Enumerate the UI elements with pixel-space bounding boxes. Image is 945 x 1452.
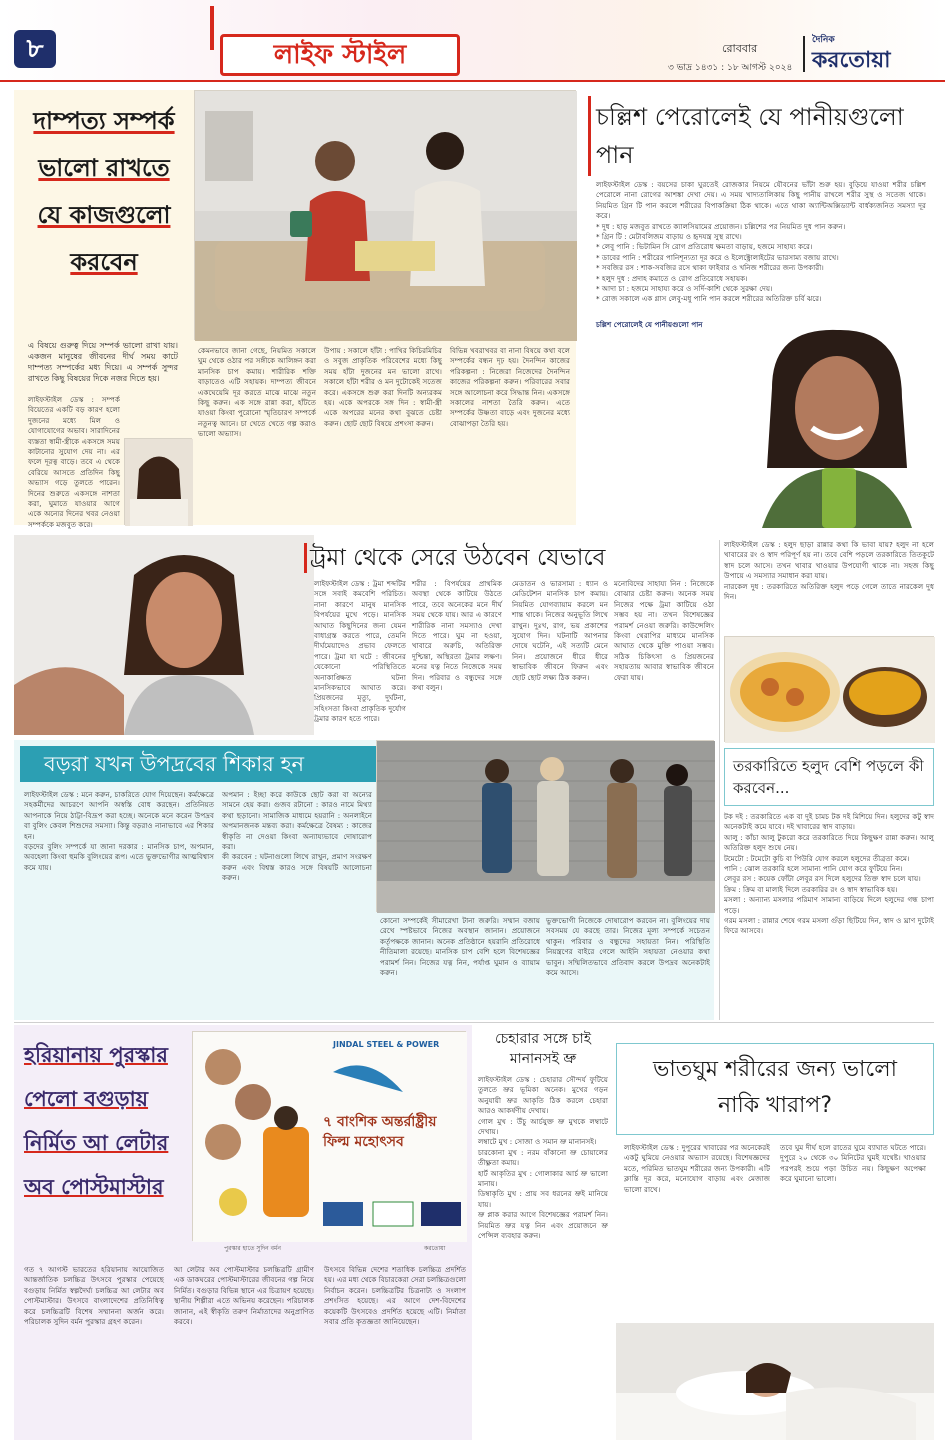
section-title: লাইফ স্টাইল <box>273 40 407 70</box>
masthead-rule <box>0 80 945 82</box>
award-caption-left: পুরস্কার হাতে সুদিন বর্মন <box>224 1245 281 1252</box>
bullying-col2: অপমান : ইচ্ছা করে কাউকে ছোট করা বা অন্যের সামনে হেয় করা। গুজব রটানো : কারও নামে মিথ্যা কথা ছড়ানো। সামাজিক মাধ্যমে হয়রানি : অনলাইনে অপমানজনক মন্তব্য করা। কর্মক্ষেত্রে বৈষম্য : কাজের স্বীকৃতি না দেওয়া কিংবা অন্যায্যভাবে দোষারোপ করা। কী করবেন : ঘটনাগুলো লিখে রাখুন, প্রমাণ সংরক্ষণ করুন এবং বিশ্বস্ত কারও সঙ্গে বিষয়টি আলোচনা করুন। <box>222 790 372 883</box>
award-headline: হরিয়ানায় পুরস্কার পেলো বগুড়ায় নির্মিত আ লেটার অব পোস্টমাস্টার <box>24 1043 169 1199</box>
woman-with-drink-illustration <box>742 318 930 528</box>
marriage-intro: এ বিষয়ে গুরুত্ব দিয়ে সম্পর্ক ভালো রাখা যায়। একজন মানুষের জীবনের দীর্ঘ সময় কাটে দাম্পত্য সম্পর্কের মধ্য দিয়ে। এ সম্পর্ক সুন্দর রাখতে কিছু বিষয়ের দিকে নজর দিতে হয়। <box>28 341 178 383</box>
nap-col2: তবে ঘুম দীর্ঘ হলে রাতের ঘুমে ব্যাঘাত ঘটতে পারে। দুপুরে ২০ থেকে ৩০ মিনিটের ঘুমই যথেষ্ট। খাওয়ার পরপরই শুয়ে পড়া উচিত নয়। কিছুক্ষণ অপেক্ষা করে ঘুমানো ভালো। <box>780 1143 926 1184</box>
article-drinks <box>584 90 934 535</box>
marriage-col3: উপায় : সকালে হাঁটা : পাখির কিচিরমিচির ও সবুজ প্রাকৃতিক পরিবেশের মধ্যে কিছু সময় হাঁটা দুজনের মন ভালো রাখে। সকালে হাঁটা শরীর ও মন দুটোকেই সতেজ করে। একসঙ্গে শুরু করা দিনটি অন্যরকম হয়। একে অপরকে সঙ্গ দিন : স্বামী-স্ত্রী একে অপরের মনের কথা বুঝতে চেষ্টা করুন। ছোট ছোট বিষয়ে প্রশংসা করুন। <box>324 346 442 428</box>
article-eyebrows <box>478 1025 608 1440</box>
marriage-col1: লাইফস্টাইল ডেস্ক : সম্পর্ক বিয়েতের একটি বড় কারণ হলো দুজনের মধ্যে মিল ও যোগাযোগের অভাব। সারাদিনের ব্যস্ততা স্বামী-স্ত্রীকে একসঙ্গে সময় কাটানোর সুযোগ দেয় না। এর ফলে দূরত্ব বাড়ে। তবে এ থেকে বেরিয়ে আসতে প্রতিদিন কিছু অভ্যাস গড়ে তুলতে পারেন। দিনের শুরুতে একসঙ্গে নাশতা করা, ঘুমাতে যাওয়ার আগে একে অন্যের দিনের খবর নেওয়া সম্পর্ককে মজবুত করে। <box>28 395 120 529</box>
trauma-col2: শরীর : বিপর্যয়ের প্রাথমিক অবস্থা থেকে কাটিয়ে উঠতে পারে, তবে অনেকের মনে দীর্ঘ সময় থেকে যায়। আর এ কারণে শারীরিক নানা সমস্যাও দেখা দিতে পারে। ঘুম না হওয়া, খাবারে অরুচি, অতিরিক্ত দুশ্চিন্তা, অস্থিরতা ট্রমার লক্ষণ। মনের যত্ন নিতে নিজেকে সময় দিন। পরিবার ও বন্ধুদের সঙ্গে কথা বলুন। <box>412 579 502 693</box>
turmeric-headline: তরকারিতে হলুদ বেশি পড়লে কী করবেন... <box>733 757 924 797</box>
resting-woman-illustration <box>125 439 193 526</box>
trauma-col4: মনোবিদের সাহায্য নিন : নিজেকে বোঝার চেষ্টা করুন। অনেক সময় নিজের পক্ষে ট্রমা কাটিয়ে ওঠা সম্ভব হয় না। তখন বিশেষজ্ঞের পরামর্শ নেওয়া জরুরি। কাউন্সেলিং কিংবা থেরাপির মাধ্যমে মানসিক আঘাত থেকে মুক্তি পাওয়া সম্ভব। সঠিক চিকিৎসা ও প্রিয়জনের সহায়তায় আবার স্বাভাবিক জীবনে ফেরা যায়। <box>614 579 714 682</box>
sleeping-woman-photo <box>124 438 192 525</box>
banner-title: ৭ বাংশিক অন্তর্রাষ্ট্রীয় ফিল্ম মহোৎসব <box>323 1114 437 1150</box>
award-caption-right: করতোয়া <box>424 1245 446 1252</box>
eyebrows-body: লাইফস্টাইল ডেস্ক : চেহারার সৌন্দর্য ফুটিয়ে তুলতে ভ্রুর ভূমিকা অনেক। মুখের গড়ন অনুযায়ী ভ্রুর আকৃতি ঠিক করলে চেহারা আরও আকর্ষণীয় দেখায়। গোল মুখ : উঁচু আর্চযুক্ত ভ্রু মুখকে লম্বাটে দেখায়। লম্বাটে মুখ : সোজা ও সমান ভ্রু মানানসই। চারকোনা মুখ : নরম বাঁকানো ভ্রু চোয়ালের তীক্ষ্ণতা কমায়। হার্ট আকৃতির মুখ : গোলাকার আর্চ ভ্রু ভালো মানায়। ডিম্বাকৃতি মুখ : প্রায় সব ধরনের ভ্রুই মানিয়ে যায়। ভ্রু প্লাক করার আগে বিশেষজ্ঞের পরামর্শ নিন। নিয়মিত ভ্রুর যত্ন নিন এবং প্রয়োজনে ভ্রু পেন্সিল ব্যবহার করুন। <box>478 1075 608 1241</box>
page-number-badge <box>14 30 56 68</box>
bullying-col3: কোনো সম্পর্কেই সীমারেখা টানা জরুরি। সম্মান বজায় রেখে স্পষ্টভাবে নিজের অবস্থান জানান। প্রয়োজনে কর্তৃপক্ষকে জানান। অনেক প্রতিষ্ঠানে হয়রানি প্রতিরোধে নীতিমালা রয়েছে। মানসিক চাপ বেশি হলে বিশেষজ্ঞের পরামর্শ নিন। নিজের যত্ন নিন, পর্যাপ্ত ঘুমান ও ব্যায়াম করুন। <box>380 916 540 978</box>
pencil-decoration <box>210 6 214 50</box>
trauma-rule <box>304 543 307 573</box>
group-bullying-illustration <box>377 741 715 913</box>
couple-photo <box>194 90 576 340</box>
nap-col1: লাইফস্টাইল ডেস্ক : দুপুরের খাবারের পর অনেকেরই একটু ঘুমিয়ে নেওয়ার অভ্যাস রয়েছে। বিশেষজ্ঞদের মতে, পরিমিত ভাতঘুম শরীরের জন্য উপকারী। এটি ক্লান্তি দূর করে, মনোযোগ বাড়ায় এবং মেজাজ ভালো রাখে। <box>624 1143 770 1194</box>
bullying-col4: ভুক্তভোগী নিজেকে দোষারোপ করবেন না। বুলিংয়ের দায় সবসময় যে করছে তার। নিজের মূল্য সম্পর্কে সচেতন থাকুন। পরিবার ও বন্ধুদের সহায়তা নিন। পরিস্থিতি নিয়ন্ত্রণের বাইরে গেলে আইনি সহায়তা নেওয়ার কথা ভাবুন। সম্মিলিতভাবে প্রতিবাদ করলে উপদ্রব অনেকটাই কমে আসে। <box>546 916 710 978</box>
smiling-woman-photo <box>742 318 930 528</box>
banner-brand: JINDAL STEEL & POWER <box>333 1040 440 1049</box>
article-marriage <box>14 90 576 529</box>
sleeping-photo <box>616 1323 934 1440</box>
marriage-headline: দাম্পত্য সম্পর্ক ভালো রাখতে যে কাজগুলো করবেন <box>33 107 175 276</box>
date-label: ৩ ভাদ্র ১৪৩১ : ১৮ আগস্ট ২০২৪ <box>668 63 793 73</box>
masthead <box>0 0 945 82</box>
sleeping-woman-illustration <box>616 1323 934 1440</box>
drinks-body-narrow <box>596 320 736 525</box>
article-nap <box>616 1025 934 1440</box>
paper-logo <box>812 32 932 76</box>
section-title-box <box>220 34 460 76</box>
trauma-col3: মেডাতন ও ভারসাম্য : ধ্যান ও মেডিটেশন মানসিক চাপ কমায়। নিয়মিত যোগব্যায়াম করলে মন শান্ত থাকে। নিজের অনুভূতি লিখে রাখুন। দুঃখ, রাগ, ভয় প্রকাশের সুযোগ দিন। ঘটনাটি আপনার দোষে ঘটেনি, এই সত্যটি মেনে নিন। প্রয়োজনে ধীরে ধীরে স্বাভাবিক জীবনে ফিরুন এবং ছোট ছোট লক্ষ্য ঠিক করুন। <box>512 579 608 682</box>
drinks-headline: চল্লিশ পেরোলেই যে পানীয়গুলো পান <box>596 103 904 169</box>
divider-vertical-right <box>719 540 720 1020</box>
divider-horizontal-bottom <box>14 1022 934 1023</box>
marriage-col4: বিভিন্ন খবরাখবর বা নানা বিষয়ে কথা বলে সম্পর্কের বন্ধন দৃঢ় হয়। দৈনন্দিন কাজের পরিকল্পনা : নিজেরা নিজেদের দৈনন্দিন কাজের পরিকল্পনা করুন। পরিবারের সবার সঙ্গে আলোচনা করে সিদ্ধান্ত নিন। একসঙ্গে সকালের নাশতা তৈরি করুন। এতে সম্পর্কের উষ্ণতা বাড়ে এবং দুজনের মধ্যে বোঝাপড়া তৈরি হয়। <box>450 346 570 428</box>
award-col1: গত ৭ আগস্ট ভারতের হরিয়ানায় আয়োজিত আন্তর্জাতিক চলচ্চিত্র উৎসবে পুরস্কার পেয়েছে বগুড়ায় নির্মিত স্বল্পদৈর্ঘ্য চলচ্চিত্র আ লেটার অব পোস্টমাস্টার। উৎসবে বাংলাদেশের প্রতিনিধিত্ব করে চলচ্চিত্রটি বিশেষ সম্মাননা অর্জন করে। পরিচালক সুদিন বর্মন পুরস্কার গ্রহণ করেন। <box>24 1265 164 1327</box>
drinks-body: লাইফস্টাইল ডেস্ক : বয়সের চাকা ঘুরতেই রোজকার নিয়মে যৌবনের ভাঁটা শুরু হয়। বুড়িয়ে যাওয়া শরীর চল্লিশ পেরোলে নানা রোগের আশঙ্কা দেখা দেয়। এ সময় খাদ্যতালিকায় কিছু পানীয় রাখলে শরীর সুস্থ ও সতেজ থাকে। নিয়মিত গ্রিন টি পান করলে শরীরের বিপাকক্রিয়া ঠিক থাকে। এতে থাকা অ্যান্টিঅক্সিড্যান্ট বার্ধক্যজনিত সমস্যা দূর করে। * দুধ : হাড় মজবুত রাখতে ক্যালসিয়ামের প্রয়োজন। চল্লিশের পর নিয়মিত দুধ পান করুন। * গ্রিন টি : মেটাবলিজম বাড়ায় ও হৃদযন্ত্র সুস্থ রাখে। * লেবু পানি : ভিটামিন সি রোগ প্রতিরোধ ক্ষমতা বাড়ায়, হজমে সাহায্য করে। * ডাবের পানি : শরীরের পানিশূন্যতা দূর করে ও ইলেক্ট্রোলাইটের ভারসাম্য বজায় রাখে। * সবজির রস : শাক-সবজির রসে থাকা ফাইবার ও খনিজ শরীরের জন্য উপকারী। * হলুদ দুধ : প্রদাহ কমাতে ও রোগ প্রতিরোধে সহায়ক। * আদা চা : হজমে সাহায্য করে ও সর্দি-কাশি থেকে সুরক্ষা দেয়। * রোজ সকালে এক গ্লাস লেবু-মধু পানি পান করলে শরীরের অতিরিক্ত চর্বি ঝরে। <box>596 180 926 304</box>
eyebrows-headline: চেহারার সঙ্গে চাই মানানসই ভ্রু <box>494 1031 592 1067</box>
turmeric-bottom: টক দই : তরকারিতে এক বা দুই চামচ টক দই মিশিয়ে দিন। হলুদের কটু স্বাদ অনেকটাই কমে যাবে। দই খাবারের স্বাদ বাড়ায়। আলু : কাঁচা আলু টুকরো করে তরকারিতে দিয়ে কিছুক্ষণ রান্না করুন। আলু অতিরিক্ত হলুদ শুষে নেয়। টমেটো : টমেটো কুচি বা পিউরি যোগ করলে হলুদের তীব্রতা কমে। পানি : ঝোল তরকারি হলে সামান্য পানি যোগ করে ফুটিয়ে নিন। লেবুর রস : কয়েক ফোঁটা লেবুর রস দিলে হলুদের তিক্ত স্বাদ চলে যায়। ক্রিম : ক্রিম বা মালাই দিলে তরকারির রং ও স্বাদ স্বাভাবিক হয়। মসলা : অন্যান্য মসলার পরিমাণ সামান্য বাড়িয়ে দিলে হলুদের গন্ধ চাপা পড়ে। গরম মসলা : রান্নার শেষে গরম মসলা গুঁড়া ছিটিয়ে দিন, স্বাদ ও ঘ্রাণ দুটোই ফিরে আসবে। <box>724 812 934 936</box>
article-turmeric <box>724 540 934 1020</box>
bullying-photo <box>376 740 714 912</box>
drinks-tip: চল্লিশ পেরোলেই যে পানীয়গুলো পান <box>596 320 703 329</box>
page-number: ৮ <box>26 34 44 64</box>
day-label: রোববার <box>722 42 758 55</box>
bullying-headline-bar <box>20 746 430 782</box>
turmeric-top: লাইফস্টাইল ডেস্ক : হলুদ ছাড়া রান্নার কথা কি ভাবা যায়? হলুদ না হলে খাবারের রং ও স্বাদ পরিপূর্ণ হয় না। তবে বেশি পড়লে তরকারিতে তিতকুটে স্বাদ চলে আসে। তখন খাবার খাওয়ার উপযোগী থাকে না। সহজ কিছু উপায়ে এ সমস্যার সমাধান করা যায়। নারকেল দুধ : তরকারিতে অতিরিক্ত হলুদ পড়ে গেলে তাতে নারকেল দুধ দিন। <box>724 540 934 602</box>
worried-woman-photo <box>14 535 314 735</box>
paper-logo-small: দৈনিক <box>812 35 835 45</box>
drinks-headline-rule <box>588 96 591 176</box>
award-col3: উৎসবে বিভিন্ন দেশের শতাধিক চলচ্চিত্র প্রদর্শিত হয়। এর মধ্য থেকে বিচারকেরা সেরা চলচ্চিত্রগুলো নির্বাচন করেন। চলচ্চিত্রটির চিত্রনাট্য ও সংলাপ প্রশংসিত হয়েছে। এর আগে দেশ-বিদেশের কয়েকটি উৎসবেও প্রদর্শিত হয়েছে এটি। নির্মাতা সবার প্রতি কৃতজ্ঞতা জানিয়েছেন। <box>324 1265 466 1327</box>
award-photo <box>192 1031 466 1241</box>
masthead-divider <box>803 36 805 72</box>
trauma-headline: ট্রমা থেকে সেরে উঠবেন যেভাবে <box>310 545 606 571</box>
couple-illustration <box>195 91 577 341</box>
turmeric-headline-box <box>724 748 934 806</box>
curry-and-turmeric-illustration <box>725 637 935 743</box>
bullying-col1: লাইফস্টাইল ডেস্ক : মনে করুন, চাকরিতে যোগ দিয়েছেন। কর্মক্ষেত্রে সহকর্মীদের আচরণে আপনি অস্বস্তি বোধ করছেন। প্রতিনিয়ত আপনাকে নিয়ে ঠাট্টা-বিদ্রূপ করা হচ্ছে। অনেকে মনে করেন উপদ্রব বা বুলিং কেবল শিশুদের সমস্যা। কিন্তু বড়রাও নানাভাবে এর শিকার হন। বড়দের বুলিং সম্পর্কে যা জানা দরকার : মানসিক চাপ, অপমান, অবহেলা কিংবা হুমকি বুলিংয়ের রূপ। এতে ভুক্তভোগীর আত্মবিশ্বাস কমে যায়। <box>24 790 214 872</box>
article-trauma <box>14 535 714 735</box>
bullying-headline: বড়রা যখন উপদ্রবের শিকার হন <box>44 752 305 776</box>
worried-woman-illustration <box>14 535 314 735</box>
trauma-col1: লাইফস্টাইল ডেস্ক : ট্রমা শব্দটির সঙ্গে সবাই কমবেশি পরিচিত। নানা কারণে মানুষ মানসিক বিপর্যয়ের মুখে পড়ে। মানসিক আঘাত কিছুদিনের জন্য যেমন বাধাগ্রস্ত করতে পারে, তেমনি দীর্ঘমেয়াদেও প্রভাব ফেলতে পারে। ট্রমা যা ঘটে : জীবনের যেকোনো পরিস্থিতিতে অনাকাঙ্ক্ষিত ঘটনা মানসিকভাবে আঘাত করে। প্রিয়জনের মৃত্যু, দুর্ঘটনা, সহিংসতা কিংবা প্রাকৃতিক দুর্যোগ ট্রমার কারণ হতে পারে। <box>314 579 406 724</box>
article-bullying <box>14 740 714 1020</box>
award-col2: আ লেটার অব পোস্টমাস্টার চলচ্চিত্রটি গ্রামীণ এক ডাকঘরের পোস্টমাস্টারের জীবনের গল্প নিয়ে নির্মিত। বগুড়ার বিভিন্ন স্থানে এর চিত্রায়ণ হয়েছে। স্থানীয় শিল্পীরা এতে অভিনয় করেছেন। পরিচালক জানান, এই স্বীকৃতি তরুণ নির্মাতাদের অনুপ্রাণিত করবে। <box>174 1265 314 1327</box>
article-award <box>14 1025 472 1440</box>
nap-headline-box <box>616 1043 934 1135</box>
turmeric-curry-photo <box>724 636 934 742</box>
marriage-col2: কেমনভাবে জানা গেছে, নিয়মিত সকালে ঘুম থেকে ওঠার পর সঙ্গীকে আলিঙ্গন করা মানসিক চাপ কমায়। শারীরিক শক্তি বাড়াতেও এটি সহায়ক। দাম্পত্য জীবনে একঘেয়েমি দূর করতে মাঝে মাঝে নতুন কিছু করুন। এক সঙ্গে রান্না করা, হাঁটতে যাওয়া কিংবা পুরোনো স্মৃতিচারণ সম্পর্কে নতুনত্ব আনে। চা খেতে খেতে গল্প করাও ভালো অভ্যাস। <box>198 346 316 439</box>
nap-headline: ভাতঘুম শরীরের জন্য ভালো নাকি খারাপ? <box>652 1057 898 1118</box>
paper-logo-name: করতোয়া <box>812 47 891 73</box>
